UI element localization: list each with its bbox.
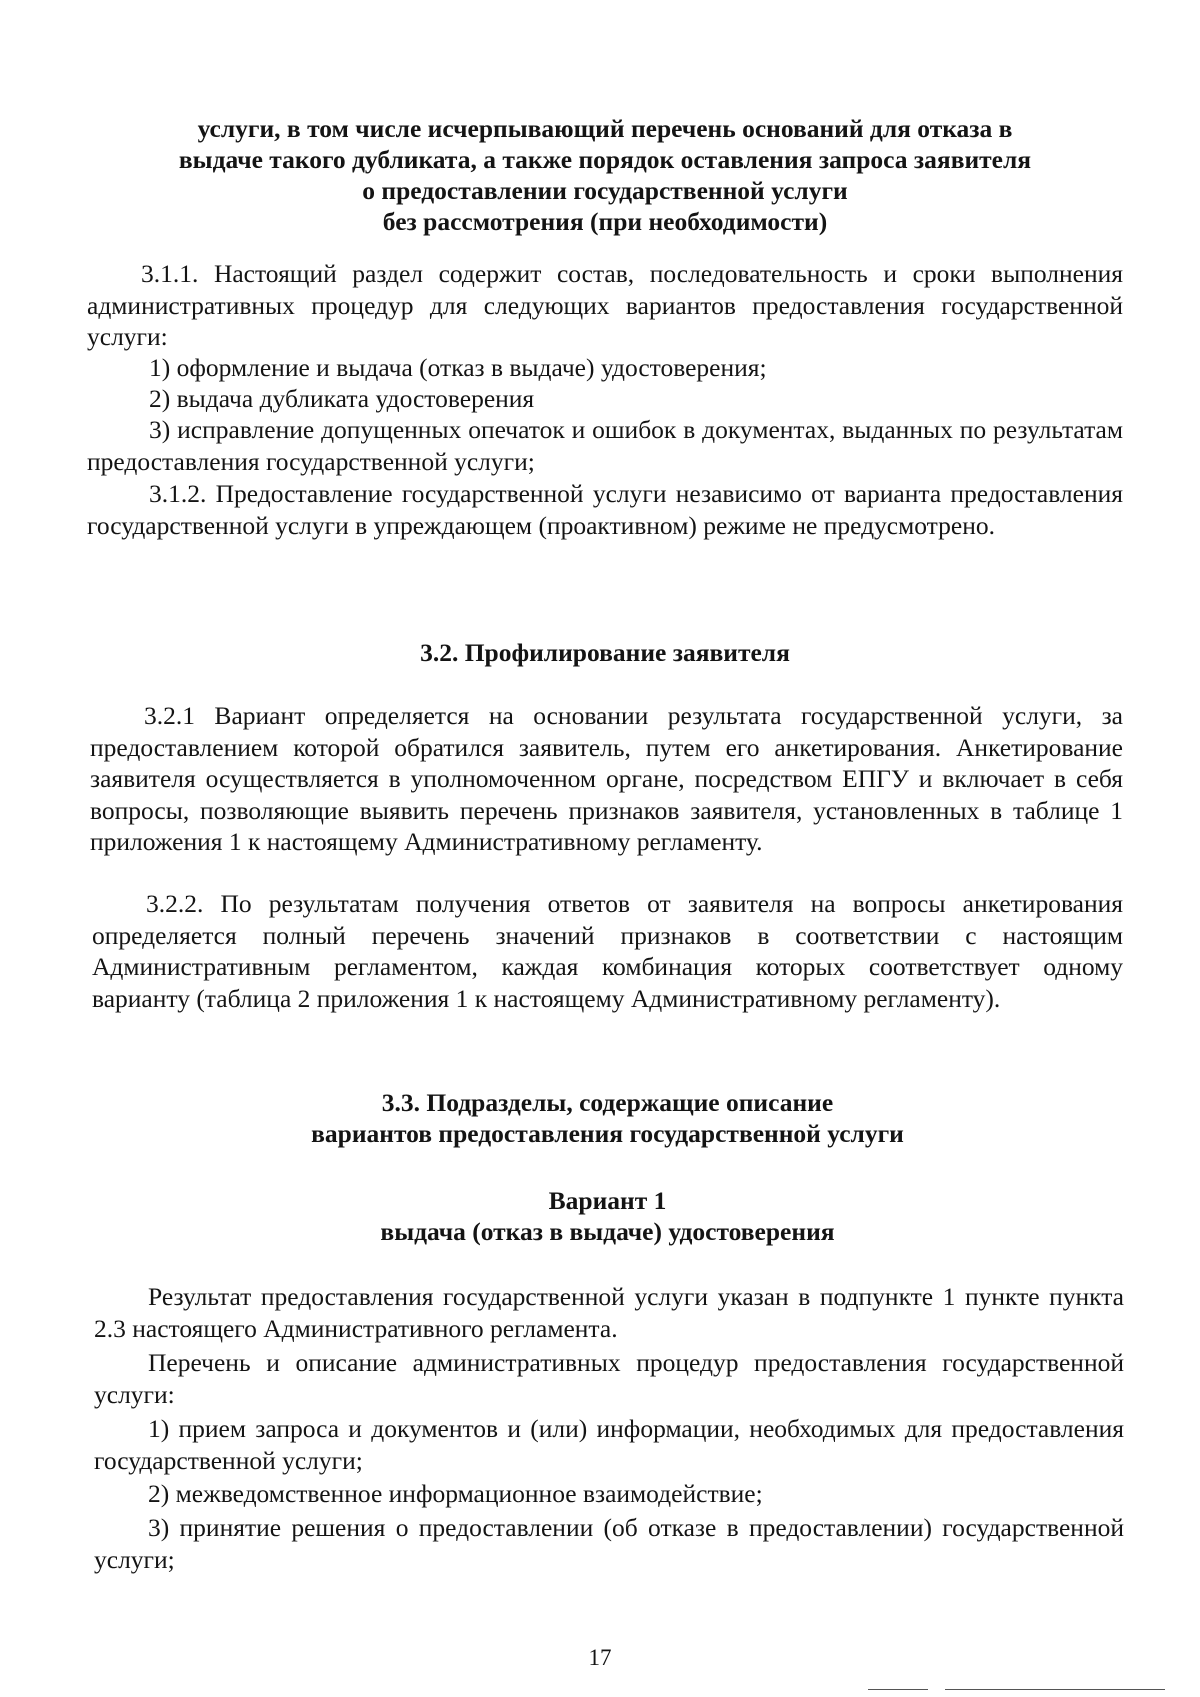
- section-heading-top: [90, 113, 1120, 237]
- list-item: 1) оформление и выдача (отказ в выдаче) удостоверения;: [149, 353, 767, 382]
- paragraph-3-1-1: 3.1.1. Настоящий раздел содержит состав, последовательность и сроки выполнения административных процедур для следующих вариантов предоставления государственной услуги:: [87, 259, 1123, 351]
- heading-line: выдача (отказ в выдаче) удостоверения: [380, 1217, 835, 1246]
- heading-line: выдаче такого дубликата, а также порядок оставления запроса заявителя: [178, 145, 1032, 174]
- heading-line: 3.3. Подразделы, содержащие описание: [381, 1088, 834, 1117]
- variant-1-list-intro: Перечень и описание административных процедур предоставления государственной услуги:: [94, 1348, 1124, 1409]
- list-item: 1) прием запроса и документов и (или) информации, необходимых для предоставления государственной услуги;: [94, 1414, 1124, 1475]
- list-item: 2) выдача дубликата удостоверения: [149, 384, 535, 413]
- page-number: 17: [588, 1645, 612, 1670]
- list-item: 2) межведомственное информационное взаимодействие;: [148, 1479, 763, 1508]
- heading-line: вариантов предоставления государственной услуги: [311, 1119, 904, 1148]
- heading-line: услуги, в том числе исчерпывающий перечень оснований для отказа в: [197, 114, 1013, 143]
- heading-line: Вариант 1: [548, 1186, 667, 1215]
- paragraph-3-2-1: 3.2.1 Вариант определяется на основании результата государственной услуги, за предоставлением которой обратился заявитель, путем его анкетирования. Анкетирование заявителя осуществляется в уполномоченном органе, посредством ЕПГУ и включает в себя вопросы, позволяющие выявить перечень признаков заявителя, установленных в таблице 1 приложения 1 к настоящему Административному регламенту.: [90, 701, 1123, 856]
- paragraph-3-1-2: 3.1.2. Предоставление государственной услуги независимо от варианта предоставления государственной услуги в упреждающем (проактивном) режиме не предусмотрено.: [87, 479, 1123, 540]
- section-heading-3-3: [92, 1087, 1123, 1149]
- scan-artifact-line: [868, 1689, 928, 1690]
- variant-1-heading: [92, 1185, 1123, 1247]
- list-item: 3) принятие решения о предоставлении (об отказе в предоставлении) государственной услуги;: [94, 1513, 1124, 1574]
- variant-1-result: Результат предоставления государственной услуги указан в подпункте 1 пункте пункта 2.3 настоящего Административного регламента.: [94, 1282, 1124, 1343]
- heading-line: без рассмотрения (при необходимости): [382, 207, 828, 236]
- list-item: 3) исправление допущенных опечаток и ошибок в документах, выданных по результатам предоставления государственной услуги;: [87, 415, 1123, 476]
- scan-artifact-line: [945, 1689, 1165, 1690]
- heading-line: о предоставлении государственной услуги: [362, 176, 848, 205]
- section-heading-3-2: 3.2. Профилирование заявителя: [420, 638, 790, 667]
- paragraph-3-2-2: 3.2.2. По результатам получения ответов от заявителя на вопросы анкетирования определяется полный перечень значений признаков в соответствии с настоящим Административным регламентом, каждая комбинация которых соответствует одному варианту (таблица 2 приложения 1 к настоящему Административному регламенту).: [92, 889, 1123, 1013]
